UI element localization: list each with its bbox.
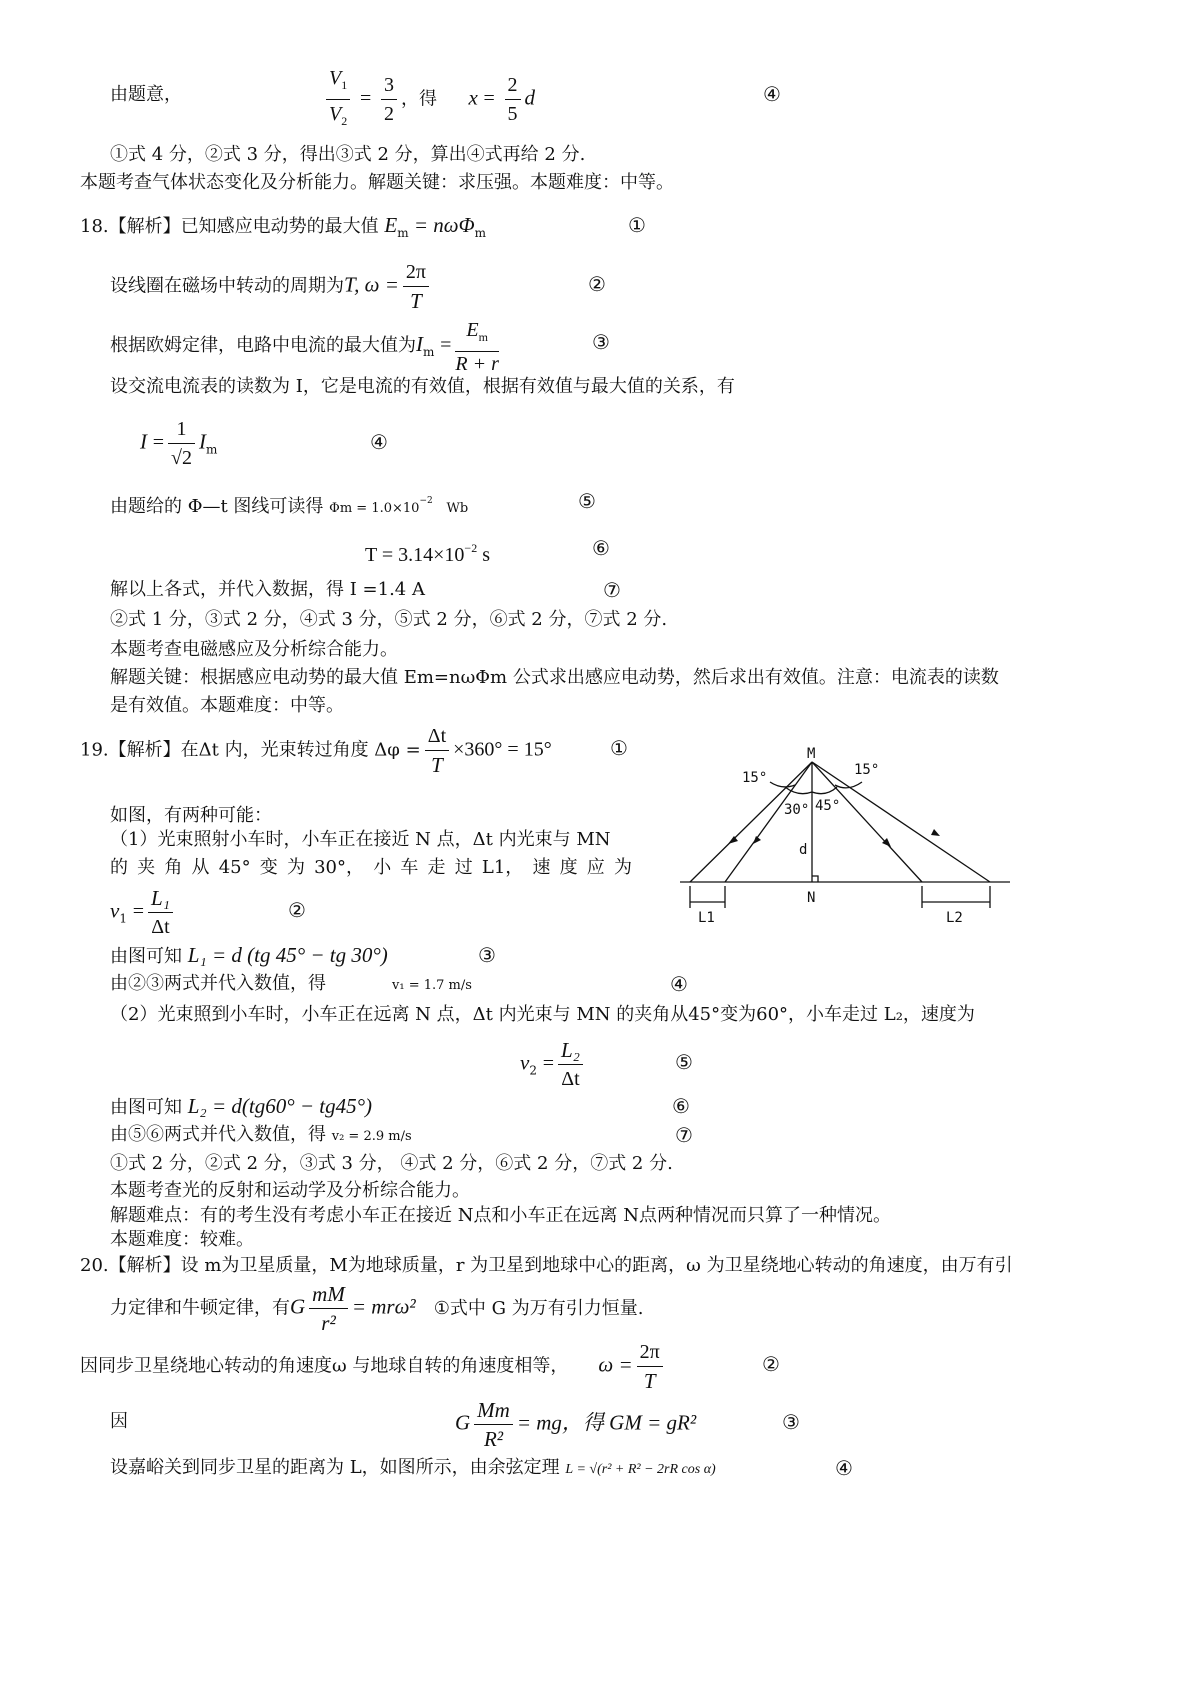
light-beam-figure: [670, 740, 1030, 930]
svg-text:15°: 15°: [742, 770, 768, 786]
svg-text:d: d: [799, 842, 808, 858]
q19-score: ①式 2 分，②式 2 分，③式 3 分， ④式 2 分，⑥式 2 分，⑦式 2 分.: [110, 1153, 673, 1174]
equation-number: ④: [370, 430, 388, 454]
beam-right-inner: [812, 762, 922, 882]
svg-text:L2: L2: [946, 910, 963, 926]
q17-summary: 本题考查气体状态变化及分析能力。解题关键：求压强。本题难度：中等。: [80, 172, 674, 193]
q19-line5: $v_1$ = $\frac{\text{L₁}}{\Delta t}$: [110, 884, 177, 941]
equation-number: ⑦: [603, 578, 621, 602]
q18-key-cont: 是有效值。本题难度：中等。: [110, 695, 344, 716]
q20-line1: 20.【解析】设 m为卫星质量，M为地球质量，r 为卫星到地球中心的距离，ω 为卫星绕地心转动的角速度，由万有引: [80, 1255, 1013, 1276]
q19-line3: （1）光束照射小车时，小车正在接近 N 点，Δt 内光束与 MN: [110, 829, 611, 850]
svg-text:45°: 45°: [815, 798, 841, 814]
svg-text:N: N: [807, 890, 816, 906]
q17-intro: 由题意，: [110, 84, 182, 105]
equation-number: ⑤: [675, 1050, 693, 1074]
equation-number: ②: [762, 1352, 780, 1376]
q19-line6: 由图可知 L₁ = d (tg 45° − tg 30°): [110, 943, 388, 967]
svg-text:M: M: [807, 746, 816, 762]
equation-number: ④: [763, 82, 781, 106]
q20-line3: 因同步卫星绕地心转动的角速度ω 与地球自转的角速度相等， ω = $\frac{2\pi}{T}$: [80, 1338, 667, 1395]
svg-text:15°: 15°: [854, 762, 880, 778]
equation-number: ②: [588, 272, 606, 296]
q20-line4-label: 因: [110, 1411, 128, 1432]
equation-number: ③: [782, 1410, 800, 1434]
q20-line2: 力定律和牛顿定律，有G $\frac{mM}{\text{r²}}$ = mrω² ①式中 G 为万有引力恒量.: [110, 1282, 644, 1335]
equation-number: ⑥: [672, 1094, 690, 1118]
equation-number: ①: [628, 213, 646, 237]
q18-line3: 根据欧姆定律，电路中电流的最大值为$I_m$ = $\frac{E_m}{R + r}$: [110, 316, 503, 376]
q19-summary: 本题考查光的反射和运动学及分析综合能力。: [110, 1180, 470, 1201]
equation-number: ④: [670, 972, 688, 996]
equation-number: ③: [478, 943, 496, 967]
beam-left-inner: [725, 762, 812, 882]
svg-text:30°: 30°: [784, 802, 810, 818]
equation-number: ⑦: [675, 1123, 693, 1147]
q18-summary: 本题考查电磁感应及分析综合能力。: [110, 639, 398, 660]
q18-line5: I = $\frac{1}{√2}$ $I_m$: [140, 415, 217, 472]
q19-line1: 19.【解析】在Δt 内，光束转过角度 Δφ = $\frac{\Delta t}{T}$ ×360° = 15°: [80, 722, 552, 779]
equation-number: ⑤: [578, 489, 596, 513]
q20-line4: G $\frac{Mm}{\text{R²}}$ = mg，得 GM = gR²: [455, 1398, 697, 1451]
equation-number: ⑥: [592, 536, 610, 560]
right-angle-mark: [812, 876, 818, 882]
q18-score: ②式 1 分，③式 2 分，④式 3 分，⑤式 2 分，⑥式 2 分，⑦式 2 分.: [110, 609, 668, 630]
q19-line2: 如图，有两种可能：: [110, 805, 272, 826]
q18-line4: 设交流电流表的读数为 I，它是电流的有效值，根据有效值与最大值的关系，有: [110, 376, 735, 397]
arrow-heads: [728, 829, 940, 847]
equation-number: ③: [592, 330, 610, 354]
q18-key: 解题关键：根据感应电动势的最大值 Em=nωΦm 公式求出感应电动势，然后求出有效值。注意：电流表的读数: [110, 667, 999, 688]
svg-text:L1: L1: [698, 910, 715, 926]
q19-line10: 由图可知 L₂ = d(tg60° − tg45°): [110, 1094, 373, 1118]
q18-line8: 解以上各式，并代入数据，得 I =1.4 A: [110, 579, 425, 600]
q20-line5: 设嘉峪关到同步卫星的距离为 L，如图所示，由余弦定理 L = √(r² + R² − 2rR cos α): [110, 1457, 716, 1478]
q19-line11: 由⑤⑥两式并代入数值，得 v₂ = 2.9 m/s: [110, 1124, 412, 1145]
q19-line9: $v_2$ = $\frac{\text{L₂}}{\Delta t}$: [520, 1036, 587, 1093]
q18-line1: 18.【解析】已知感应电动势的最大值 $E_m = n\omega\Phi_m$: [80, 213, 486, 240]
equation-number: ④: [835, 1456, 853, 1480]
q18-line6: 由题给的 Φ—t 图线可读得 $\Phi m = 1.0\times 10^{-2}$ Wb: [110, 496, 469, 517]
q18-line2: 设线圈在磁场中转动的周期为T, ω = $\frac{2\pi}{T}$: [110, 258, 433, 315]
equation-number: ①: [610, 736, 628, 760]
equation-number: ②: [288, 898, 306, 922]
q19-line4: 的 夹 角 从 45° 变 为 30°， 小 车 走 过 L1， 速 度 应 为: [110, 857, 632, 878]
q17-equation: $\frac{V_1}{V_2}$ = $\frac{3}{2}$ ，得 x = $\frac{2}{5}$ d: [322, 64, 535, 135]
q19-line7: 由②③两式并代入数值，得 v₁ = 1.7 m/s: [110, 973, 472, 994]
q17-score: ①式 4 分，②式 3 分，得出③式 2 分，算出④式再给 2 分.: [110, 144, 586, 165]
q19-difficulty: 本题难度：较难。: [110, 1229, 254, 1250]
angle-arc-45: [812, 787, 837, 794]
q19-line8: （2）光束照到小车时，小车正在远离 N 点，Δt 内光束与 MN 的夹角从45°变为60°，小车走过 L₂，速度为: [110, 1004, 975, 1025]
q18-line7: $T = 3.14\times 10^{-2}$ s: [365, 541, 490, 566]
beam-right-outer: [812, 762, 990, 882]
q19-difficulty-note: 解题难点：有的考生没有考虑小车正在接近 N点和小车正在远离 N点两种情况而只算了一种情况。: [110, 1205, 891, 1226]
